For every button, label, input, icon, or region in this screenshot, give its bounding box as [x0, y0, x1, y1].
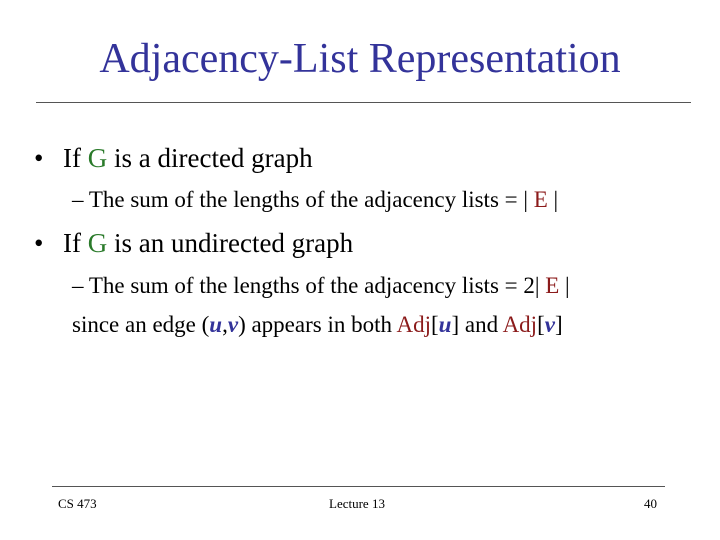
- reason-pre: since an edge (: [72, 312, 210, 337]
- open-bracket: [: [430, 312, 439, 337]
- edge-set: E: [545, 273, 560, 298]
- close-bracket: ]: [554, 312, 563, 337]
- reason-comma: ,: [222, 312, 228, 337]
- bullet-prefix: If: [63, 143, 88, 173]
- vertex-v: v: [544, 312, 555, 337]
- title-divider: [36, 102, 691, 103]
- footer-page-number: 40: [644, 496, 657, 511]
- bullet-marker: •: [34, 143, 44, 173]
- reason-mid: ) appears in both: [238, 312, 397, 337]
- sub-close: |: [547, 187, 559, 212]
- close-bracket: ]: [451, 312, 460, 337]
- graph-variable: G: [87, 228, 108, 258]
- adj-function: Adj: [396, 312, 431, 337]
- vertex-u: u: [438, 312, 452, 337]
- footer-course: CS 473: [58, 496, 97, 511]
- bullet-suffix: is a directed graph: [107, 143, 313, 173]
- adj-function: Adj: [502, 312, 538, 337]
- reason-and: and: [459, 312, 503, 337]
- footer-divider: [52, 486, 665, 487]
- bullet-marker: •: [34, 228, 44, 258]
- sub-bullet-undirected-sum: [72, 274, 570, 297]
- graph-variable: G: [87, 143, 108, 173]
- bullet-directed-graph: [34, 145, 313, 172]
- sub-text: The sum of the lengths of the adjacency lists = |: [83, 187, 534, 212]
- slide-title: Adjacency-List Representation: [99, 36, 621, 82]
- edge-set: E: [533, 187, 548, 212]
- sub-bullet-undirected-reason: [72, 313, 563, 336]
- open-bracket: [: [537, 312, 545, 337]
- sub-text: The sum of the lengths of the adjacency lists = 2|: [83, 273, 546, 298]
- bullet-suffix: is an undirected graph: [107, 228, 354, 258]
- vertex-u: u: [209, 312, 223, 337]
- sub-dash: –: [72, 273, 84, 298]
- sub-close: |: [559, 273, 570, 298]
- sub-bullet-directed-sum: [72, 188, 558, 211]
- vertex-v: v: [227, 312, 239, 337]
- footer-lecture: Lecture 13: [329, 496, 385, 511]
- sub-dash: –: [72, 187, 84, 212]
- bullet-undirected-graph: [34, 230, 353, 257]
- bullet-prefix: If: [63, 228, 88, 258]
